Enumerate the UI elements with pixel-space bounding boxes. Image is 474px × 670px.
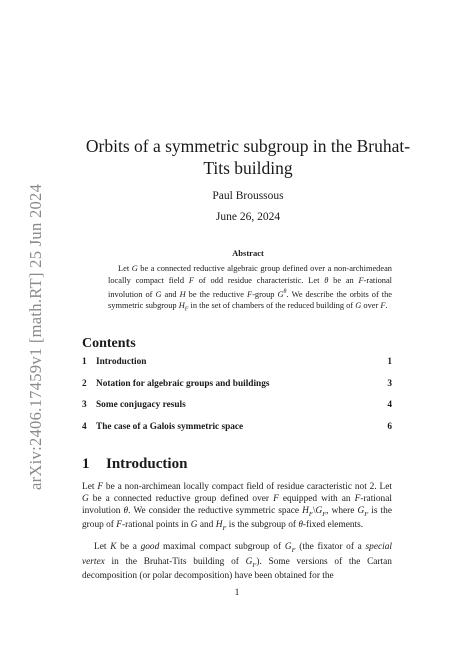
table-of-contents [82, 357, 392, 443]
paper-date: June 26, 2024 [215, 211, 281, 223]
toc-entry-title: Some conjugacy resuls [96, 400, 186, 410]
toc-entry-number: 2 [82, 378, 87, 389]
toc-entry-number: 3 [82, 400, 87, 410]
toc-entry-number: 4 [82, 421, 87, 432]
arxiv-stamp [6, 183, 45, 490]
toc-entry-title: Notation for algebraic groups and buildings [96, 378, 270, 389]
paper-title: Orbits of a symmetric subgroup in the Bruhat-Tits building [85, 136, 411, 178]
toc-entry-page: 4 [387, 400, 392, 410]
section-number: 1 [82, 456, 90, 472]
author-name: Paul Broussous [212, 190, 284, 202]
contents-heading: Contents [82, 336, 136, 351]
toc-entry-page: 6 [387, 421, 392, 432]
toc-entry-title: Introduction [96, 357, 147, 367]
arxiv-identifier[interactable]: arXiv:2406.17459v1 [math.RT] 25 Jun 2024 [26, 183, 45, 490]
toc-entry-page: 1 [387, 357, 392, 367]
toc-entry-title: The case of a Galois symmetric space [96, 421, 244, 432]
abstract-body: Let G be a connected reductive algebraic group defined over a non-archimedean locally compact field F of odd residue characteristic. Let θ be an F-rational involution of G and H be the reductive F-group $G^\theta$. We describe the orbits of the symmetric subgroup $H_F$ in the set of chambers of the reduced building of G over F. [108, 264, 392, 313]
toc-entry-notation[interactable] [82, 379, 392, 389]
section-heading [82, 456, 187, 473]
toc-entry-galois[interactable] [82, 422, 392, 432]
abstract-heading: Abstract [232, 248, 264, 258]
toc-entry-page: 3 [387, 378, 392, 389]
intro-paragraph-1: Let F be a non-archimean locally compact field of residue caracteristic not 2. Let G be a connected reductive group defined over F equipped with an F-rational involution θ. We consider the reductive symmetric space $H_F\backslash G_F$, where $G_F$ is the group of F-rational points in G and $H_F$ is the subgroup of θ-fixed elements. [82, 482, 392, 533]
section-title: Introduction [106, 456, 188, 472]
toc-entry-conjugacy[interactable] [82, 400, 392, 410]
intro-paragraph-2: Let K be a good maximal compact subgroup of $G_F$ (the fixator of a special vertex in the Bruhat-Tits building of $G_F$). Some versions of the Cartan decomposition (or polar decomposition) have been obtained for the [82, 542, 393, 582]
page-number: 1 [234, 588, 240, 598]
toc-entry-number: 1 [82, 357, 87, 367]
toc-entry-introduction[interactable] [82, 357, 392, 367]
